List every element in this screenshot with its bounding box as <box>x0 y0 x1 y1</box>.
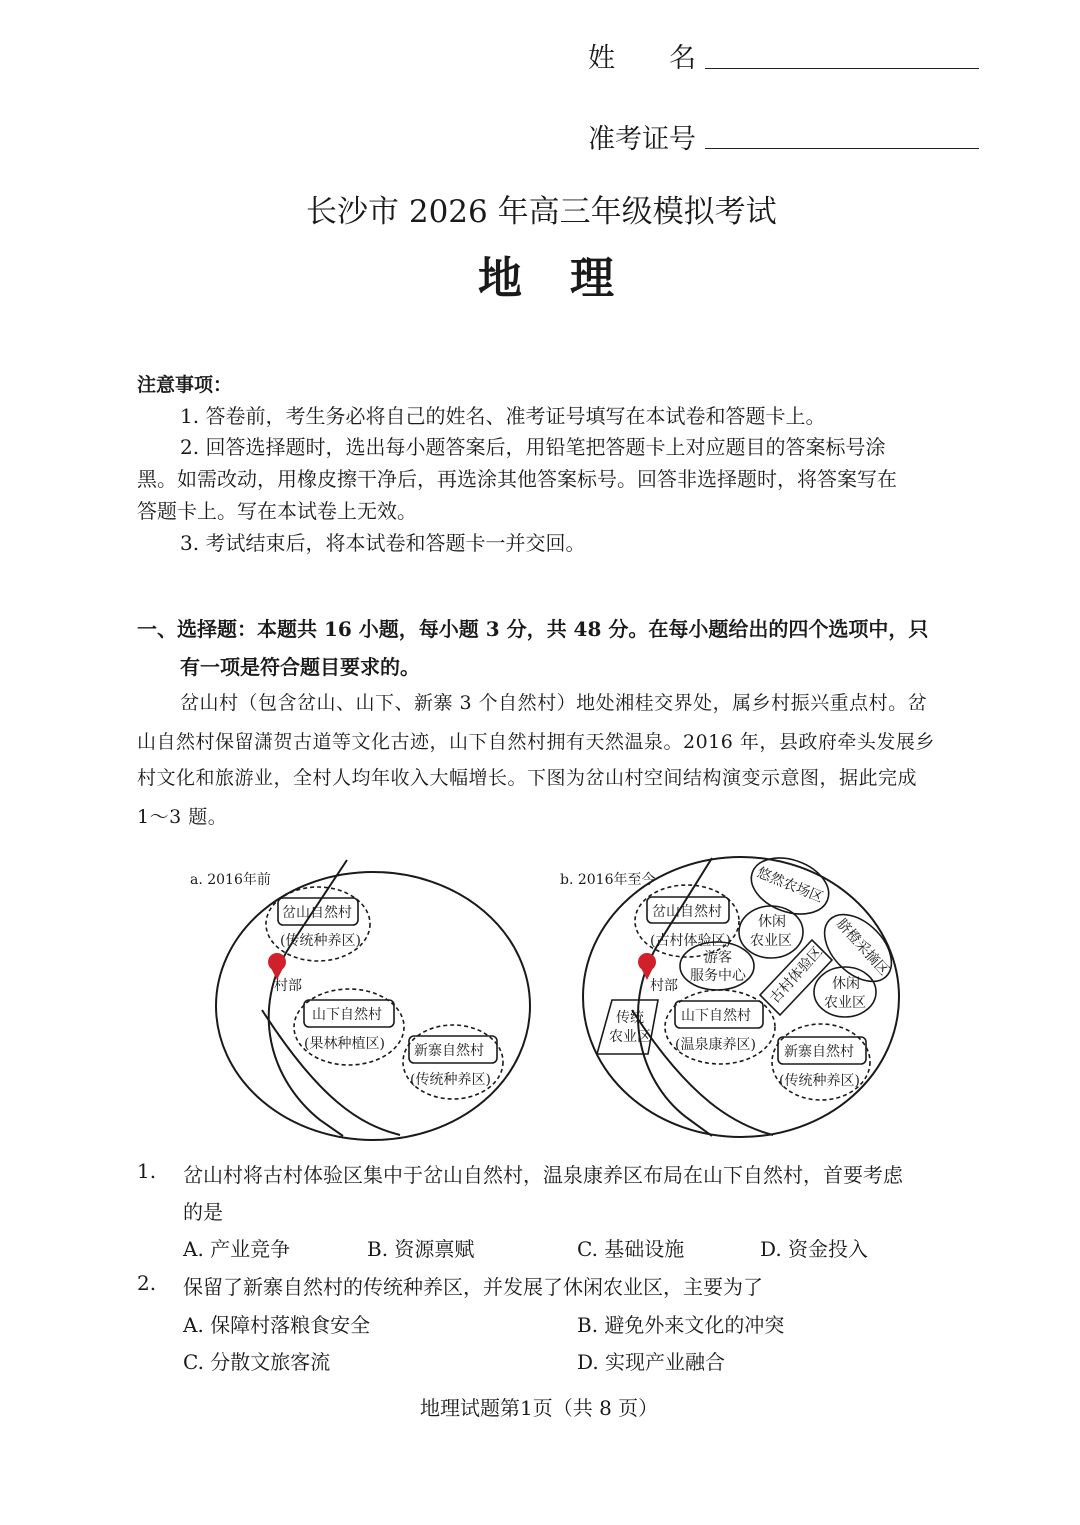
panel-a-xinzhai-name: 新寨自然村 <box>414 1043 484 1059</box>
option-c[interactable]: C. 基础设施 <box>577 1237 685 1261</box>
panel-b-leisure-agri: 农业区 <box>750 933 792 949</box>
ticket-number-field[interactable] <box>705 148 979 149</box>
notes-line: 1. 答卷前，考生务必将自己的姓名、准考证号填写在本试卷和答题卡上。 <box>180 404 826 428</box>
panel-b-chashan-zone: (古村体验区) <box>650 933 731 949</box>
option-d[interactable]: D. 实现产业融合 <box>577 1350 726 1374</box>
panel-b-visitor-center: 服务中心 <box>690 968 746 984</box>
panel-b-visitor-center: 游客 <box>704 950 732 966</box>
panel-b-leisure-agri: 休闲 <box>758 914 786 930</box>
panel-b-xinzhai-name: 新寨自然村 <box>784 1044 854 1060</box>
panel-a-road <box>269 860 347 1136</box>
option-b[interactable]: B. 避免外来文化的冲突 <box>577 1313 785 1337</box>
village-structure-diagram <box>180 850 920 1150</box>
passage-line: 1～3 题。 <box>137 806 228 828</box>
question-stem-cont: 的是 <box>183 1200 223 1224</box>
panel-b-leisure-agri-2: 农业区 <box>824 995 866 1011</box>
notes-line: 3. 考试结束后，将本试卷和答题卡一并交回。 <box>180 531 586 555</box>
notes-line: 2. 回答选择题时，选出每小题答案后，用铅笔把答题卡上对应题目的答案标号涂 <box>180 435 886 459</box>
name-field[interactable] <box>705 68 979 69</box>
panel-b-xinzhai-zone: (传统种养区) <box>779 1073 860 1089</box>
option-a[interactable]: A. 保障村落粮食安全 <box>183 1313 371 1337</box>
notes-line: 黑。如需改动，用橡皮擦干净后，再选涂其他答案标号。回答非选择题时，将答案写在 <box>137 467 897 491</box>
panel-a-chashan-name: 岔山自然村 <box>282 905 352 921</box>
page-footer: 地理试题第1页（共 8 页） <box>420 1396 659 1420</box>
panel-b-navel-orange: 脐橙采摘区 <box>833 915 892 979</box>
panel-a-boundary <box>216 872 530 1140</box>
question-number: 2. <box>137 1271 157 1295</box>
panel-b-traditional-agri: 农业区 <box>609 1029 651 1045</box>
subject-title: 地 理 <box>478 253 616 304</box>
notes-title: 注意事项： <box>137 374 233 396</box>
notes-line: 答题卡上。写在本试卷上无效。 <box>137 499 417 523</box>
panel-a-xinzhai-zone: (传统种养区) <box>410 1072 491 1088</box>
panel-b-traditional-agri: 传统 <box>616 1010 644 1026</box>
panel-a-chashan-zone: (传统种养区) <box>280 933 361 949</box>
panel-a-shanxia-zone: (果林种植区) <box>304 1036 385 1052</box>
panel-b-chashan-name: 岔山自然村 <box>652 904 722 920</box>
section-heading: 一、选择题：本题共 16 小题，每小题 3 分，共 48 分。在每小题给出的四个选项中，只 <box>137 617 929 641</box>
exam-title: 长沙市 2026 年高三年级模拟考试 <box>306 194 777 230</box>
passage-line: 村文化和旅游业，全村人均年收入大幅增长。下图为岔山村空间结构演变示意图，据此完成 <box>137 767 918 789</box>
panel-b-shanxia-name: 山下自然村 <box>681 1008 751 1024</box>
panel-b-marker-icon <box>638 953 656 980</box>
option-a[interactable]: A. 产业竞争 <box>183 1237 291 1261</box>
panel-b-youran-farm: 悠然农场区 <box>754 864 826 906</box>
section-heading-cont: 有一项是符合题目要求的。 <box>180 655 420 679</box>
name-label: 姓 名 <box>588 43 696 74</box>
question-stem: 岔山村将古村体验区集中于岔山自然村，温泉康养区布局在山下自然村，首要考虑 <box>183 1163 903 1187</box>
option-b[interactable]: B. 资源禀赋 <box>367 1237 475 1261</box>
passage-line: 岔山村（包含岔山、山下、新寨 3 个自然村）地处湘桂交界处，属乡村振兴重点村。岔 <box>180 692 928 714</box>
panel-b-village-office: 村部 <box>650 978 678 994</box>
panel-b-leisure-agri-2: 休闲 <box>832 976 860 992</box>
passage-line: 山自然村保留潇贺古道等文化古迹，山下自然村拥有天然温泉。2016 年，县政府牵头发展乡 <box>137 731 935 753</box>
panel-b-caption: b. 2016年至今 <box>560 872 656 888</box>
panel-a-caption: a. 2016年前 <box>190 872 271 888</box>
panel-b-shanxia-zone: (温泉康养区) <box>675 1037 756 1053</box>
panel-a-village-office: 村部 <box>274 978 302 994</box>
panel-b-ancient-village: 古村体验区 <box>767 943 826 1007</box>
question-stem: 保留了新寨自然村的传统种养区，并发展了休闲农业区，主要为了 <box>183 1275 763 1299</box>
option-d[interactable]: D. 资金投入 <box>760 1237 869 1261</box>
panel-a-marker-icon <box>268 953 286 980</box>
option-c[interactable]: C. 分散文旅客流 <box>183 1350 331 1374</box>
question-number: 1. <box>137 1159 157 1183</box>
panel-a-shanxia-name: 山下自然村 <box>312 1007 382 1023</box>
ticket-number-label: 准考证号 <box>588 124 696 155</box>
